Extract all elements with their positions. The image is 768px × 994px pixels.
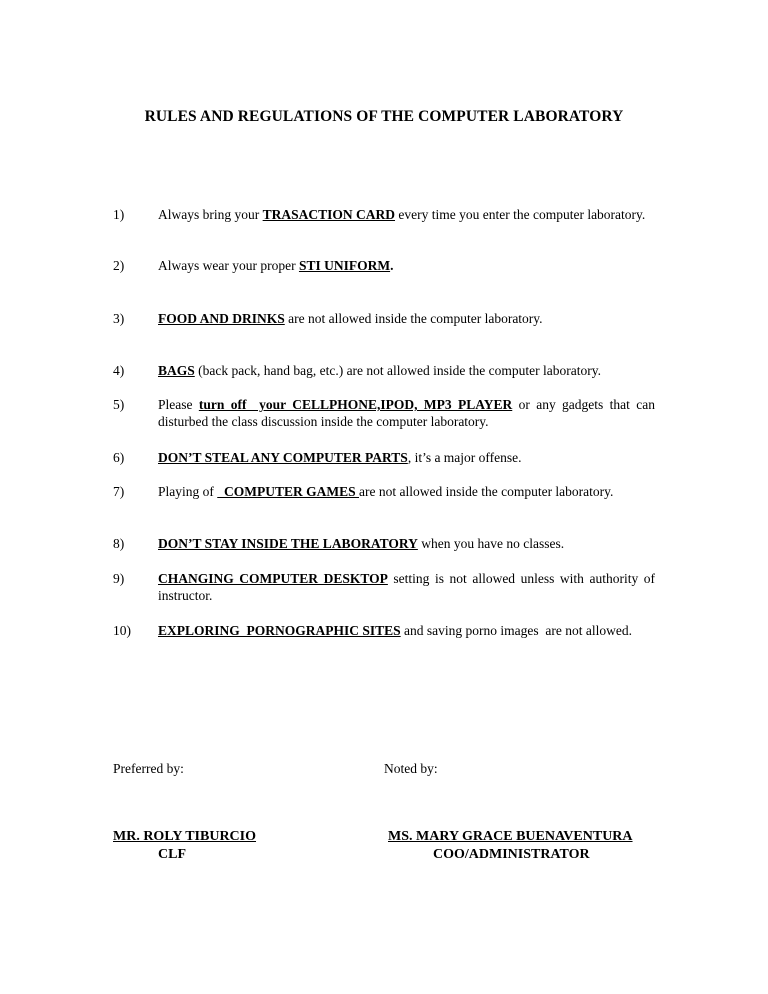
rule-emphasis: DON’T STEAL ANY COMPUTER PARTS [158,450,408,465]
rule-segment: or any gadgets that can disturbed the class discussion inside the computer laboratory. [158,397,659,429]
noted-by-label: Noted by: [384,761,438,776]
approver-role: COO/ADMINISTRATOR [433,847,590,862]
rule-emphasis: BAGS [158,363,195,378]
preparer-role: CLF [158,847,186,862]
rule-number: 5) [113,397,125,412]
rule-number: 7) [113,484,125,499]
rule-segment: (back pack, hand bag, etc.) are not allowed inside the computer laboratory. [194,363,601,378]
rule-number: 4) [113,363,125,378]
rule-punct: . [390,258,394,273]
rule-emphasis: TRASACTION CARD [262,207,396,222]
rule-emphasis: STI UNIFORM [298,258,391,273]
rule-text [158,396,659,430]
rule-item [113,257,655,274]
rule-text [158,535,655,552]
rule-emphasis: FOOD AND DRINKS [158,311,285,326]
rule-segment: Always wear your proper [158,258,299,273]
rule-segment: are not allowed inside the computer laboratory. [284,311,543,326]
rule-number: 8) [113,536,125,551]
rule-item [113,622,655,639]
rule-emphasis: DON’T STAY INSIDE THE LABORATORY [158,536,418,551]
rule-number: 6) [113,450,125,465]
rule-text [158,257,655,274]
rule-segment: Always bring your [158,207,263,222]
rule-segment: , it’s a major offense. [407,450,522,465]
rule-item [113,206,655,223]
rule-number: 3) [113,311,125,326]
rule-number: 10) [113,623,131,638]
rule-item [113,396,659,430]
rule-number: 2) [113,258,125,273]
rule-segment: Please [158,397,199,412]
rule-segment: are not allowed inside the computer laboratory. [359,484,614,499]
rule-text [158,206,655,223]
rule-segment: every time you enter the computer laboratory. [395,207,646,222]
rule-text [158,362,655,379]
rule-item [113,570,659,604]
rule-text [158,310,655,327]
rule-item [113,362,655,379]
rule-number: 1) [113,207,125,222]
rule-emphasis: COMPUTER GAMES [217,484,359,499]
rule-segment: when you have no classes. [417,536,565,551]
rule-text [158,622,655,639]
rule-emphasis: EXPLORING PORNOGRAPHIC SITES [158,623,401,638]
rule-item [113,483,655,500]
rule-text [158,483,655,500]
document-title: RULES AND REGULATIONS OF THE COMPUTER LABORATORY [144,108,624,125]
rule-text [158,570,659,604]
rule-item [113,535,655,552]
rule-emphasis: CHANGING COMPUTER DESKTOP [158,571,388,586]
rule-item [113,310,655,327]
preferred-by-label: Preferred by: [113,761,184,776]
rule-segment: setting is not allowed unless with authority of instructor. [158,571,659,603]
rule-number: 9) [113,571,125,586]
approver-name: MS. MARY GRACE BUENAVENTURA [388,829,633,844]
rule-segment: and saving porno images are not allowed. [400,623,632,638]
preparer-name: MR. ROLY TIBURCIO [113,829,257,844]
rule-emphasis: turn off your CELLPHONE,IPOD, MP3 PLAYER [198,397,513,412]
rule-item [113,449,655,466]
rule-segment: Playing of [158,484,218,499]
rule-text [158,449,655,466]
